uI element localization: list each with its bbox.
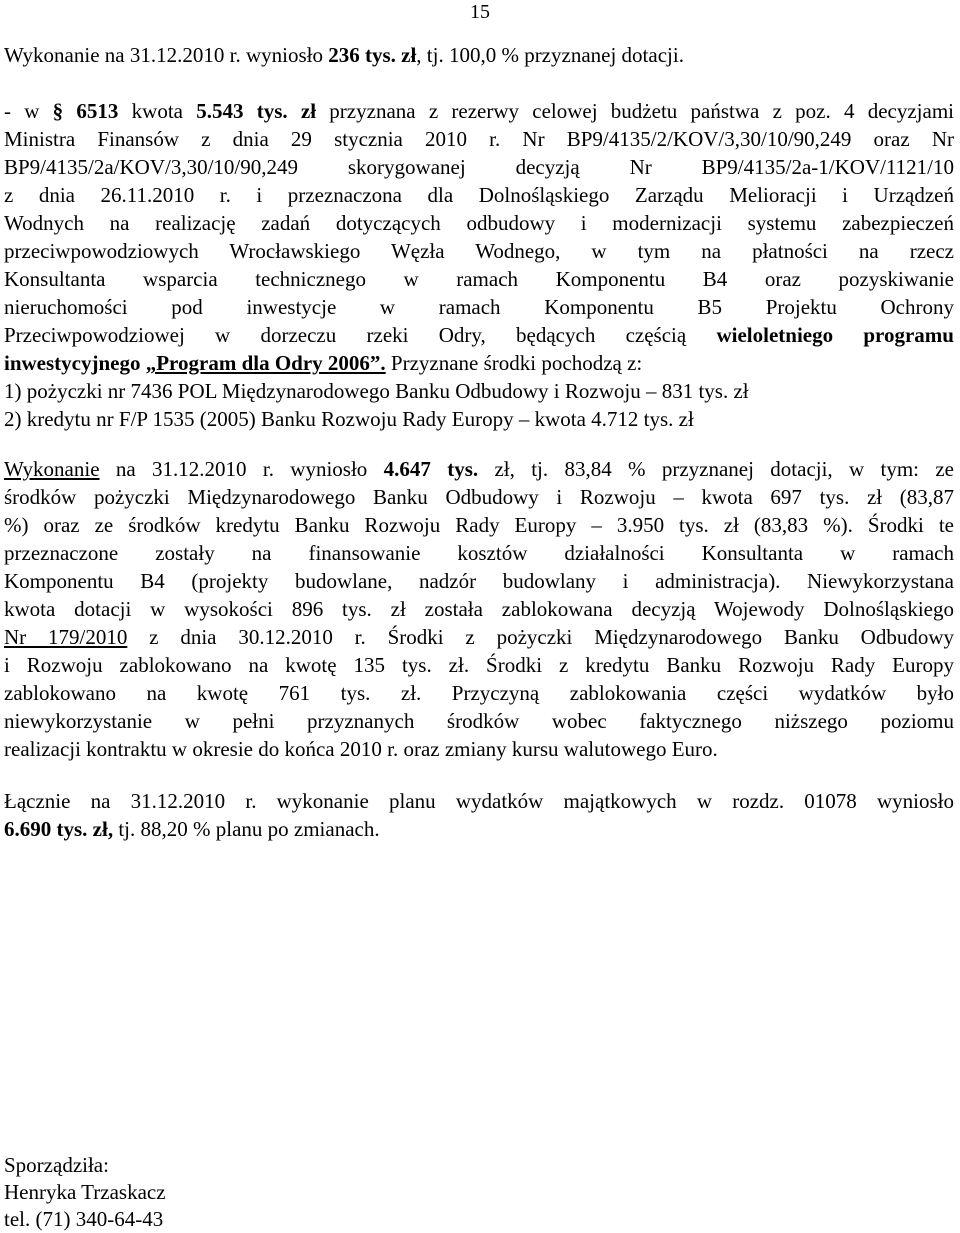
paragraph-6513-line-10: inwestycyjnego „Program dla Odry 2006”. Przyznane środki pochodzą z: [4,351,643,375]
paragraph-6513-line-4: z dnia 26.11.2010 r. i przeznaczona dla Dolnośląskiego Zarządu Melioracji i Urządzeń [4,183,954,207]
funding-source-credit: 2) kredytu nr F/P 1535 (2005) Banku Rozwoju Rady Europy – kwota 4.712 tys. zł [4,407,694,431]
paragraph-6513-line-1: - w § 6513 kwota 5.543 tys. zł przyznana z rezerwy celowej budżetu państwa z poz. 4 decyzjami [4,99,955,123]
paragraph-6513-line-8: nieruchomości pod inwestycje w ramach Komponentu B5 Projektu Ochrony [4,295,954,319]
paragraph-6513-line-3: BP9/4135/2a/KOV/3,30/10/90,249 skorygowanej decyzją Nr BP9/4135/2a-1/KOV/1121/10 [4,155,954,179]
paragraph-execution-line-11: realizacji kontraktu w okresie do końca 2010 r. oraz zmiany kursu walutowego Euro. [4,737,718,761]
page-number: 15 [470,1,490,23]
summary-line-1: Łącznie na 31.12.2010 r. wykonanie planu wydatków majątkowych w rozdz. 01078 wyniosło [4,789,954,813]
paragraph-execution-line-4: przeznaczone zostały na finansowanie kosztów działalności Konsultanta w ramach [4,541,954,565]
paragraph-execution-line-1: Wykonanie na 31.12.2010 r. wyniosło 4.647 tys. zł, tj. 83,84 % przyznanej dotacji, w tym: ze [4,457,954,481]
paragraph-execution-line-10: niewykorzystanie w pełni przyznanych środków wobec faktycznego niższego poziomu [4,709,954,733]
signature-name: Henryka Trzaskacz [4,1180,166,1204]
paragraph-6513-line-9: Przeciwpowodziowej w dorzeczu rzeki Odry, będących częścią wieloletniego programu [4,323,954,347]
funding-source-loan: 1) pożyczki nr 7436 POL Międzynarodowego Banku Odbudowy i Rozwoju – 831 tys. zł [4,379,749,403]
paragraph-execution-line-5: Komponentu B4 (projekty budowlane, nadzór budowlany i administracja). Niewykorzystana [4,569,954,593]
paragraph-6513-line-2: Ministra Finansów z dnia 29 stycznia 2010 r. Nr BP9/4135/2/KOV/3,30/10/90,249 oraz Nr [4,127,954,151]
paragraph-execution-236: Wykonanie na 31.12.2010 r. wyniosło 236 tys. zł, tj. 100,0 % przyznanej dotacji. [4,43,684,67]
paragraph-execution-line-8: i Rozwoju zablokowano na kwotę 135 tys. zł. Środki z kredytu Banku Rozwoju Rady Europy [4,653,954,677]
paragraph-6513-line-6: przeciwpowodziowych Wrocławskiego Węzła Wodnego, w tym na płatności na rzecz [4,239,954,263]
paragraph-6513-line-7: Konsultanta wsparcia technicznego w ramach Komponentu B4 oraz pozyskiwanie [4,267,954,291]
paragraph-execution-line-7: Nr 179/2010 z dnia 30.12.2010 r. Środki z pożyczki Międzynarodowego Banku Odbudowy [4,625,955,649]
paragraph-execution-line-9: zablokowano na kwotę 761 tys. zł. Przyczyną zablokowania części wydatków było [4,681,954,705]
signature-phone: tel. (71) 340-64-43 [4,1207,164,1231]
paragraph-execution-line-3: %) oraz ze środków kredytu Banku Rozwoju Rady Europy – 3.950 tys. zł (83,83 %). Środki te [4,513,954,537]
paragraph-execution-line-2: środków pożyczki Międzynarodowego Banku Odbudowy i Rozwoju – kwota 697 tys. zł (83,87 [4,485,954,509]
paragraph-6513-line-5: Wodnych na realizację zadań dotyczących odbudowy i modernizacji systemu zabezpieczeń [4,211,954,235]
signature-label: Sporządziła: [4,1153,109,1177]
summary-line-2: 6.690 tys. zł, tj. 88,20 % planu po zmianach. [4,817,380,841]
paragraph-execution-line-6: kwota dotacji w wysokości 896 tys. zł została zablokowana decyzją Wojewody Dolnośląskiego [4,597,954,621]
